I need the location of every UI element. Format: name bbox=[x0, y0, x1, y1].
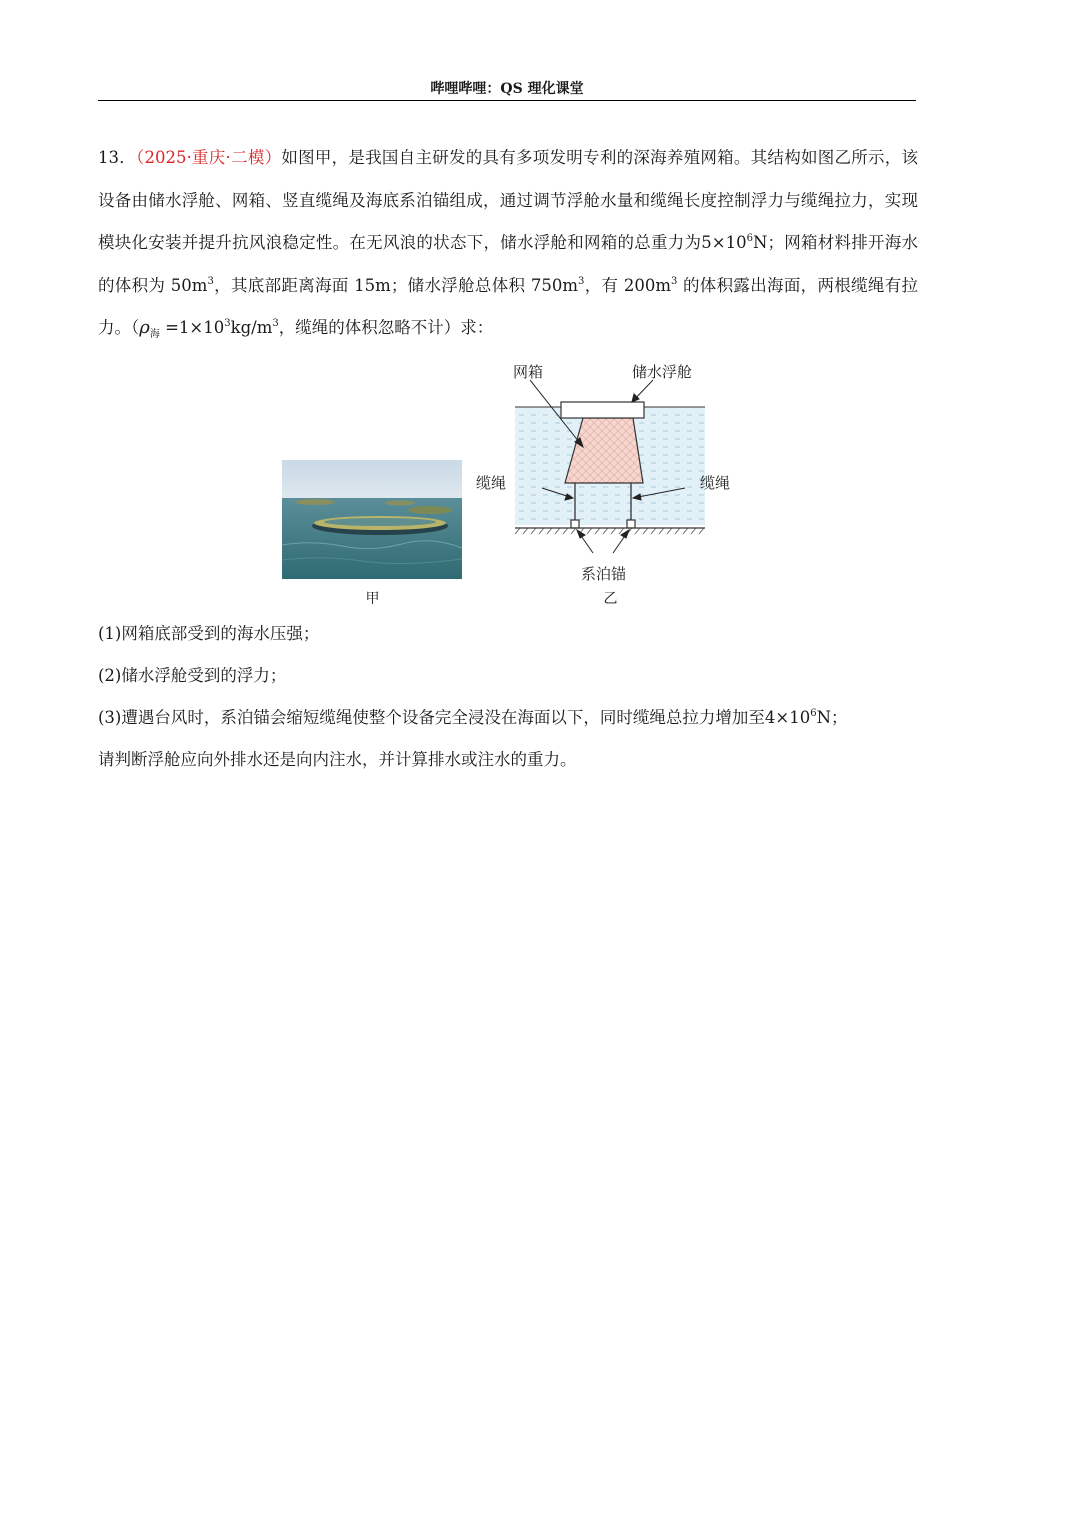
question-number: 13． bbox=[98, 148, 137, 167]
sub3-force: $4\times 10^6N$ bbox=[764, 708, 832, 727]
question-13 bbox=[98, 137, 918, 350]
question-text-1: 如图甲，是我国自主研发的具有多项发明专利的深海养殖网箱。其结构如图乙所示，该设备由储水浮舱、网箱、竖直缆绳及海底系泊锚组成，通过调节浮舱水量和缆绳长度控制浮力与缆绳拉力，实现模块化安装并提升抗风浪稳定性。在无风浪的状态下，储水浮舱和网箱的总重力为 bbox=[98, 148, 919, 252]
sub3-tail: ； bbox=[831, 708, 848, 727]
sub-question-2: (2)储水浮舱受到的浮力； bbox=[98, 666, 287, 685]
sub-question-3-line2: 请判断浮舱应向外排水还是向内注水，并计算排水或注水的重力。 bbox=[98, 750, 577, 769]
exp: 3 bbox=[578, 275, 585, 287]
label-float: 储水浮舱 bbox=[632, 363, 693, 381]
question-text-2: ；网箱材料排开海水的体积为 50m bbox=[98, 233, 919, 295]
rho-symbol: ρ bbox=[139, 317, 150, 338]
label-anchor: 系泊锚 bbox=[581, 565, 627, 583]
question-text-4: ，有 200m bbox=[584, 275, 672, 295]
caption-yi: 乙 bbox=[603, 591, 618, 607]
anchor-right bbox=[627, 520, 635, 528]
page-header: 哔哩哔哩：QS 理化课堂 bbox=[98, 78, 916, 101]
total-weight: $5\times 10^6N$ bbox=[701, 233, 768, 252]
label-rope-right: 缆绳 bbox=[700, 474, 731, 492]
label-net: 网箱 bbox=[513, 363, 544, 381]
label-rope-left: 缆绳 bbox=[476, 474, 507, 492]
question-text-5: 的体积露出海面，两根缆绳有拉力。（ bbox=[98, 275, 919, 337]
seabed-hatch bbox=[515, 528, 704, 534]
structure-diagram bbox=[470, 355, 750, 590]
exp: 3 bbox=[207, 275, 214, 287]
sub-question-1: (1)网箱底部受到的海水压强； bbox=[98, 624, 320, 643]
sea-cage-photo bbox=[282, 460, 462, 579]
question-text-3: ，其底部距离海面 15m；储水浮舱总体积 750m bbox=[213, 275, 579, 295]
question-text-6: ，缆绳的体积忽略不计）求： bbox=[278, 318, 494, 337]
float-chamber bbox=[561, 402, 644, 418]
anchor-left bbox=[571, 520, 579, 528]
question-source: （2025·重庆·二模） bbox=[136, 148, 282, 167]
caption-jia: 甲 bbox=[365, 591, 380, 607]
rho-subscript: 海 bbox=[149, 329, 160, 340]
density-value: $=1\times 10^3kg/m^3$ bbox=[165, 318, 279, 337]
exp: 3 bbox=[671, 275, 678, 287]
sub3-text: (3)遭遇台风时，系泊锚会缩短缆绳使整个设备完全浸没在海面以下，同时缆绳总拉力增加至 bbox=[98, 708, 765, 727]
sub-question-3 bbox=[98, 705, 928, 731]
